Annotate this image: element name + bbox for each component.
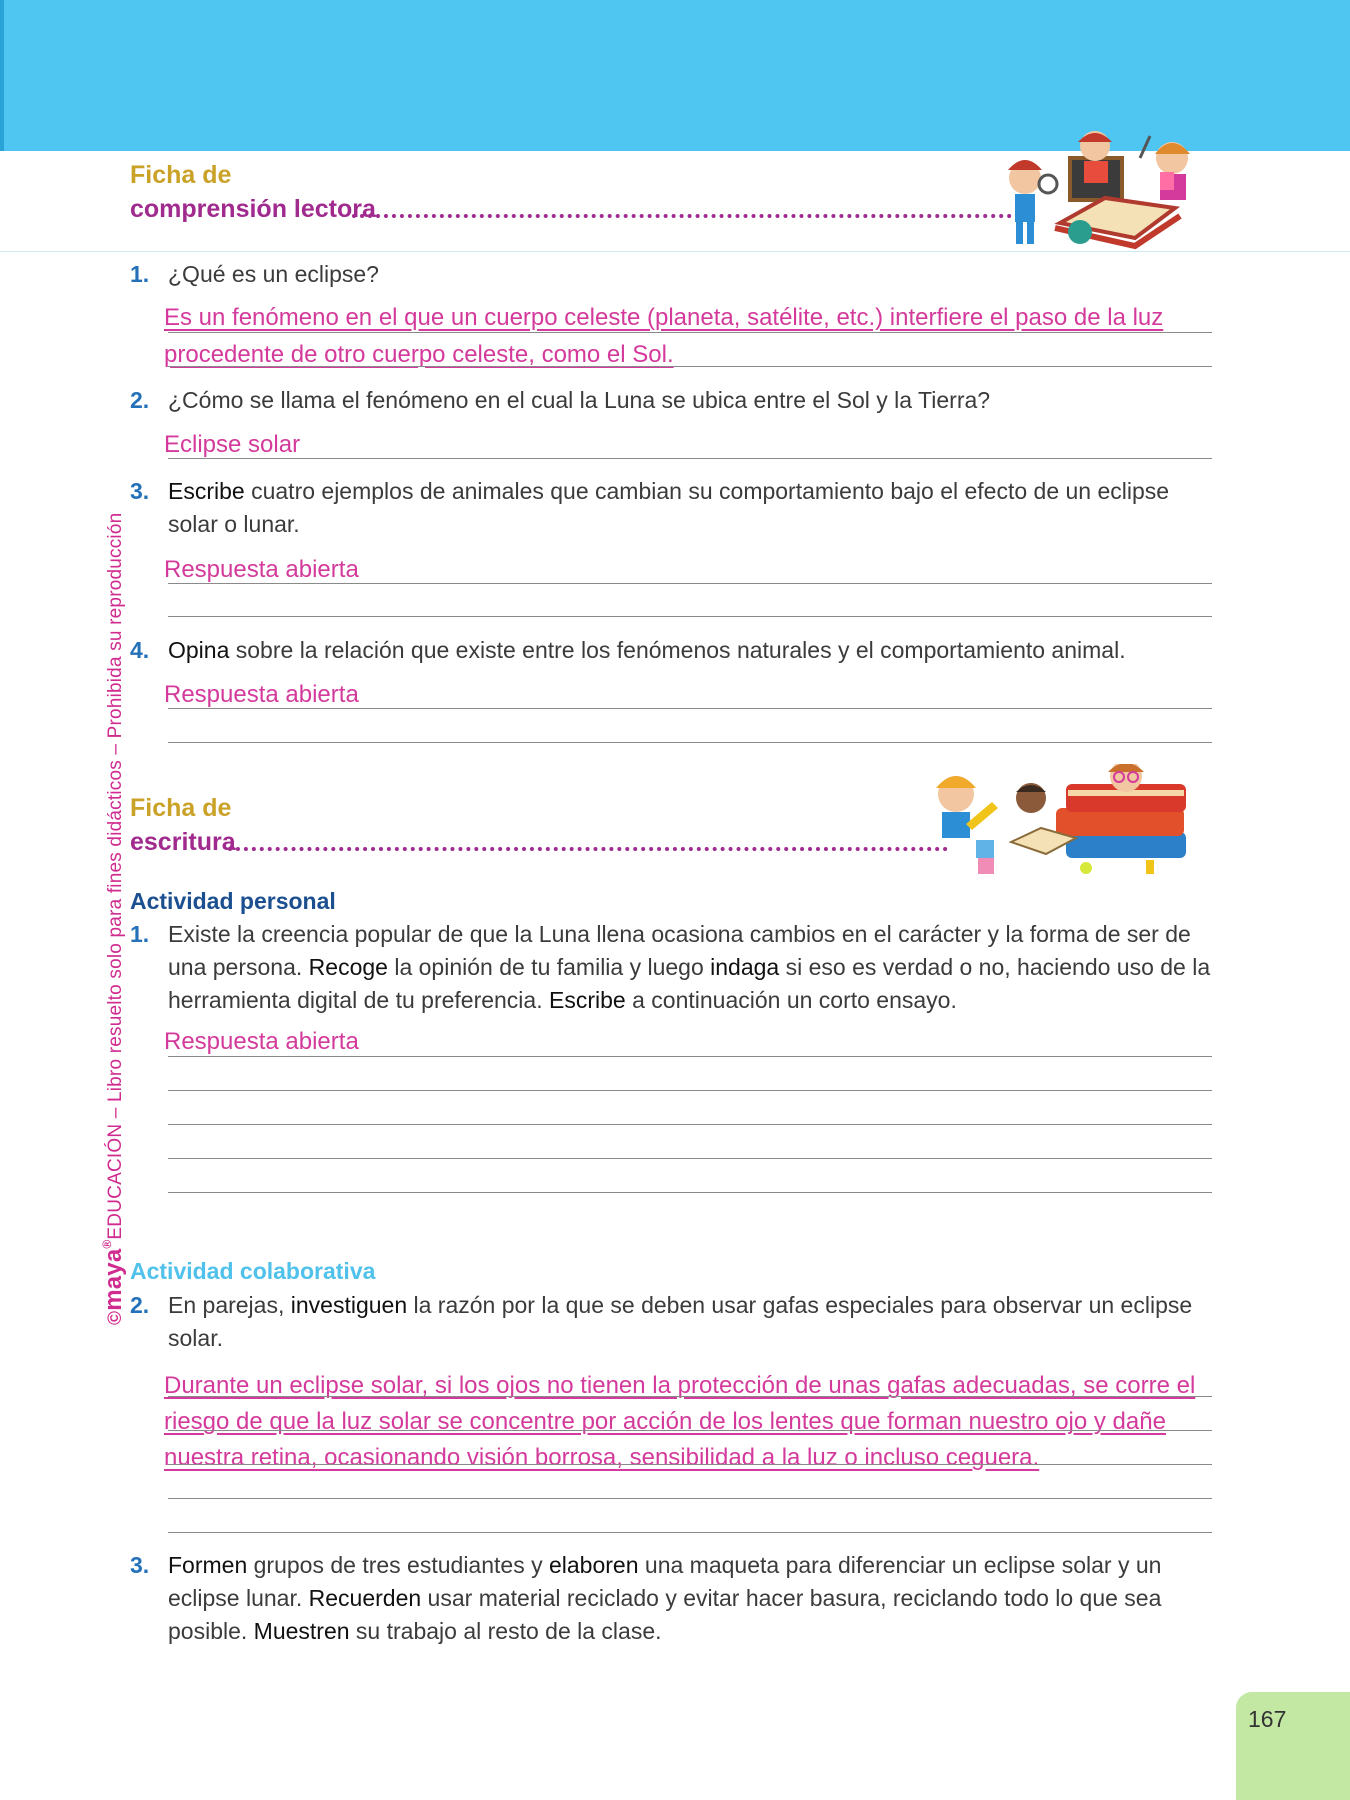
text-part: a continuación un corto ensayo. [625, 987, 957, 1013]
verb-bold: indaga [710, 954, 780, 980]
question-text [168, 475, 1220, 541]
top-band-edge [0, 0, 4, 151]
writing-line [168, 1158, 1212, 1159]
verb-bold: Opina [168, 637, 230, 663]
answer-line: Durante un eclipse solar, si los ojos no tienen la protección de unas gafas adecuadas, se corre el [164, 1372, 1196, 1399]
copyright-symbol: © [105, 1310, 126, 1325]
answer-line: Eclipse solar [164, 431, 301, 458]
question-body: cuatro ejemplos de animales que cambian su comportamiento bajo el efecto de un eclipse solar o lunar. [168, 478, 1170, 537]
text-part: En parejas, [168, 1292, 291, 1318]
question-text [168, 1289, 1220, 1355]
writing-line [168, 616, 1212, 617]
answer-line: riesgo de que la luz solar se concentre por acción de los lentes que forman nuestro ojo y dañe [164, 1408, 1166, 1435]
text-part: su trabajo al resto de la clase. [349, 1618, 662, 1644]
question-number: 3. [130, 478, 150, 504]
question-number: 2. [130, 387, 150, 413]
writing-line [168, 1430, 1212, 1431]
verb-bold: investiguen [290, 1292, 408, 1318]
question-body: sobre la relación que existe entre los fenómenos naturales y el comportamiento animal. [229, 637, 1126, 663]
ficha-line2: comprensión lectora [130, 195, 376, 223]
question-text [168, 1549, 1220, 1648]
text-part: una maqueta para diferenciar un eclipse solar y un eclipse lunar. [168, 1552, 1162, 1611]
verb-bold: Formen [168, 1552, 248, 1578]
ficha-dotted-rule [352, 214, 1012, 218]
colab-question-3 [130, 1549, 1220, 1648]
actividad-personal-heading: Actividad personal [130, 888, 336, 914]
question-3 [130, 475, 1220, 541]
writing-line [168, 708, 1212, 709]
verb-bold: elaboren [548, 1552, 639, 1578]
writing-line [168, 1532, 1212, 1533]
question-text [168, 918, 1220, 1017]
writing-line [168, 332, 1212, 333]
question-1 [130, 258, 1220, 291]
writing-line [168, 1124, 1212, 1125]
writing-line [168, 366, 1212, 367]
page-number: 167 [1248, 1706, 1287, 1732]
answer-line: Respuesta abierta [164, 556, 359, 583]
writing-line [168, 1464, 1212, 1465]
question-text: ¿Qué es un eclipse? [168, 261, 379, 287]
answer-line: nuestra retina, ocasionando visión borrosa, sensibilidad a la luz o incluso ceguera. [164, 1444, 1040, 1471]
question-number: 4. [130, 637, 150, 663]
writing-line [168, 742, 1212, 743]
writing-line [168, 1056, 1212, 1057]
ficha-line1: Ficha de [130, 161, 232, 189]
colab-question-2 [130, 1289, 1220, 1355]
writing-line [168, 1192, 1212, 1193]
writing-line [168, 1090, 1212, 1091]
verb-bold: Escribe [168, 478, 245, 504]
question-4 [130, 634, 1220, 667]
answer-line: procedente de otro cuerpo celeste, como el Sol. [164, 341, 674, 368]
text-part: si eso es verdad o no, haciendo uso de la herramienta digital de tu preferencia. [168, 954, 1211, 1013]
text-part: Existe la creencia popular de que la Luna llena ocasiona cambios en el carácter y la forma de ser de una persona. [168, 921, 1191, 980]
text-part: grupos de tres estudiantes y [247, 1552, 549, 1578]
ficha-dotted-rule [228, 847, 948, 851]
question-text [168, 634, 1220, 667]
ficha-line1: Ficha de [130, 794, 232, 822]
writing-line [168, 583, 1212, 584]
answer-line: Respuesta abierta [164, 1028, 359, 1055]
kids-reading-illustration [1000, 128, 1210, 254]
verb-bold: Recoge [308, 954, 388, 980]
ficha-escritura-heading [130, 791, 236, 859]
answer-line: Es un fenómeno en el que un cuerpo celeste (planeta, satélite, etc.) interfiere el paso de la luz [164, 304, 1164, 331]
question-number: 1. [130, 261, 150, 287]
brand-logo-text: maya [100, 1248, 127, 1311]
writing-line [168, 1498, 1212, 1499]
text-part: usar material reciclado y evitar hacer basura, reciclando todo lo que sea posible. [168, 1585, 1162, 1644]
writing-line [168, 458, 1212, 459]
actividad-colaborativa-heading: Actividad colaborativa [130, 1258, 376, 1284]
question-number: 3. [130, 1552, 150, 1578]
side-label-text: EDUCACIÓN – Libro resuelto solo para fines didácticos – Prohibida su reproducción [105, 512, 126, 1240]
answer-line: Respuesta abierta [164, 681, 359, 708]
ficha-line2: escritura [130, 828, 236, 856]
text-part: la razón por la que se deben usar gafas especiales para observar un eclipse solar. [168, 1292, 1193, 1351]
registered-symbol: ® [100, 1239, 114, 1249]
kids-books-illustration [916, 764, 1206, 884]
question-2 [130, 384, 1220, 417]
writing-line [168, 1396, 1212, 1397]
verb-bold: Recuerden [308, 1585, 422, 1611]
side-copyright-label [100, 513, 128, 1325]
personal-question-1 [130, 918, 1220, 1017]
verb-bold: Muestren [253, 1618, 350, 1644]
text-part: la opinión de tu familia y luego [387, 954, 711, 980]
verb-bold: Escribe [549, 987, 626, 1013]
question-number: 1. [130, 921, 150, 947]
question-number: 2. [130, 1292, 150, 1318]
ficha-comprension-heading [130, 158, 376, 226]
question-text: ¿Cómo se llama el fenómeno en el cual la Luna se ubica entre el Sol y la Tierra? [168, 387, 991, 413]
